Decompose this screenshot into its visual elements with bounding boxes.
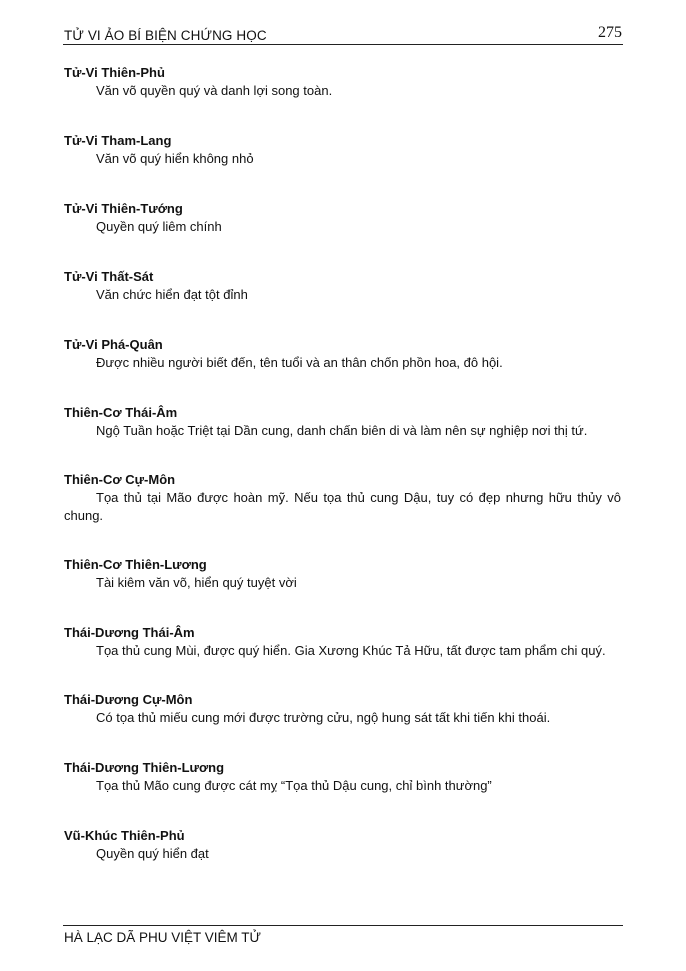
- entry-heading: Tử-Vi Thất-Sát: [64, 269, 154, 284]
- entry-heading: Tử-Vi Thiên-Phủ: [64, 65, 165, 80]
- page-number: 275: [598, 24, 622, 41]
- entry-heading: Thiên-Cơ Cự-Môn: [64, 472, 176, 487]
- entry-text: Quyền quý hiển đạt: [96, 846, 209, 861]
- entry: [64, 555, 621, 592]
- entry-text: Tọa thủ Mão cung được cát mỵ “Tọa thủ Dậu cung, chỉ bình thường”: [96, 778, 492, 793]
- entry-heading: Tử-Vi Thiên-Tướng: [64, 201, 183, 216]
- entry: [64, 690, 621, 727]
- entry-heading: Thiên-Cơ Thiên-Lương: [64, 557, 207, 572]
- entry: [64, 63, 621, 100]
- entry-text: Tọa thủ cung Mùi, được quý hiển. Gia Xương Khúc Tả Hữu, tất được tam phẩm chi quý.: [96, 643, 606, 658]
- entry: [64, 131, 621, 168]
- entry-text: Quyền quý liêm chính: [96, 219, 222, 234]
- entry-text: Ngộ Tuần hoặc Triệt tại Dần cung, danh chấn biên di và làm nên sự nghiệp nơi thị tứ.: [96, 423, 588, 438]
- entry-heading: Thái-Dương Thiên-Lương: [64, 760, 225, 775]
- entry-heading: Thái-Dương Thái-Âm: [64, 625, 195, 640]
- entry-text: Văn võ quyền quý và danh lợi song toàn.: [96, 83, 333, 98]
- footer-text: HÀ LẠC DÃ PHU VIỆT VIÊM TỬ: [64, 930, 262, 945]
- entry-heading: Thái-Dương Cự-Môn: [64, 692, 193, 707]
- page-header: [63, 24, 623, 45]
- entry: [64, 335, 621, 372]
- entry-text: Tài kiêm văn võ, hiển quý tuyệt vời: [96, 575, 297, 590]
- entry: [64, 267, 621, 304]
- entry-heading: Tử-Vi Phá-Quân: [64, 337, 163, 352]
- entry: [64, 403, 621, 440]
- entry-heading: Thiên-Cơ Thái-Âm: [64, 405, 178, 420]
- entry-text: Tọa thủ tại Mão được hoàn mỹ. Nếu tọa thủ cung Dậu, tuy có đẹp nhưng hữu thủy vô chung.: [64, 490, 621, 523]
- entry: [64, 199, 621, 236]
- entry: [64, 758, 621, 795]
- header-title: TỬ VI ẢO BÍ BIỆN CHỨNG HỌC: [64, 28, 267, 43]
- entry-text: Được nhiều người biết đến, tên tuổi và an thân chốn phồn hoa, đô hội.: [96, 355, 503, 370]
- entry-heading: Vũ-Khúc Thiên-Phủ: [64, 828, 185, 843]
- entry-text: Có tọa thủ miếu cung mới được trường cửu, ngộ hung sát tất khi tiến khi thoái.: [96, 710, 551, 725]
- page-footer: [63, 925, 623, 945]
- entry: [64, 623, 621, 660]
- entry-heading: Tử-Vi Tham-Lang: [64, 133, 172, 148]
- entry-text: Văn chức hiển đạt tột đỉnh: [96, 287, 248, 302]
- entry: [64, 826, 621, 863]
- entry-text: Văn võ quý hiển không nhỏ: [96, 151, 254, 166]
- entry: [64, 470, 621, 525]
- page-content: [64, 60, 621, 863]
